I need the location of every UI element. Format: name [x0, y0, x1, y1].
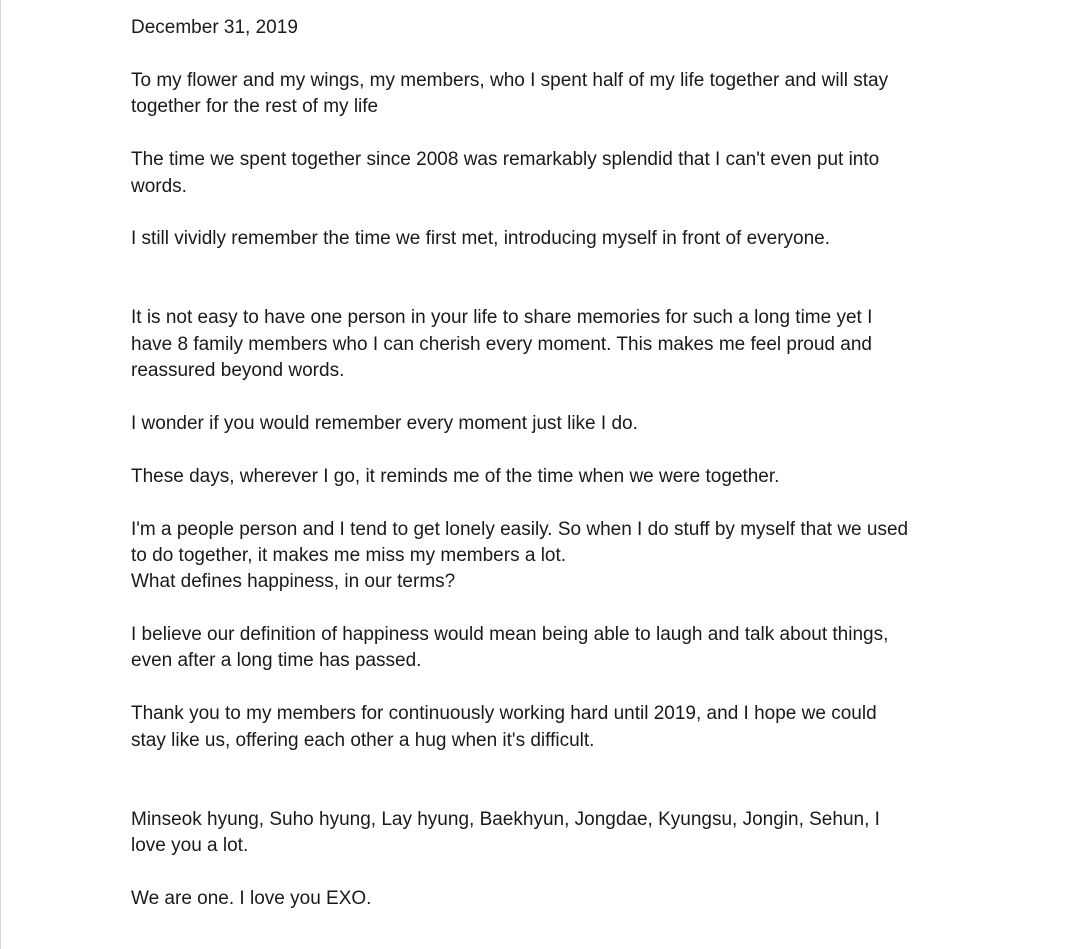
letter-line: These days, wherever I go, it reminds me of the time when we were together. [131, 466, 780, 487]
letter-line: It is not easy to have one person in your life to share memories for such a long time yet I [131, 307, 873, 328]
letter-line: What defines happiness, in our terms? [131, 571, 456, 592]
letter-line: to do together, it makes me miss my members a lot. [131, 545, 567, 566]
letter-line: Thank you to my members for continuously working hard until 2019, and I hope we could [131, 703, 877, 724]
letter-line: even after a long time has passed. [131, 650, 422, 671]
letter-line: words. [131, 176, 187, 197]
letter-line: Minseok hyung, Suho hyung, Lay hyung, Baekhyun, Jongdae, Kyungsu, Jongin, Sehun, I [131, 809, 880, 830]
letter-line: The time we spent together since 2008 was remarkably splendid that I can't even put into [131, 149, 880, 170]
letter-line: I'm a people person and I tend to get lonely easily. So when I do stuff by myself that we used [131, 519, 909, 540]
letter-line: love you a lot. [131, 835, 249, 856]
letter-line: To my flower and my wings, my members, who I spent half of my life together and will stay [131, 70, 889, 91]
letter-line: reassured beyond words. [131, 360, 345, 381]
letter-closing: We are one. I love you EXO. [131, 888, 372, 909]
letter-line: I wonder if you would remember every moment just like I do. [131, 413, 638, 434]
letter-line: together for the rest of my life [131, 96, 379, 117]
letter-line: I believe our definition of happiness would mean being able to laugh and talk about things, [131, 624, 889, 645]
letter-line: have 8 family members who I can cherish every moment. This makes me feel proud and [131, 334, 872, 355]
letter-line: I still vividly remember the time we first met, introducing myself in front of everyone. [131, 228, 831, 249]
letter-line: stay like us, offering each other a hug when it's difficult. [131, 730, 595, 751]
letter-date: December 31, 2019 [131, 17, 298, 38]
